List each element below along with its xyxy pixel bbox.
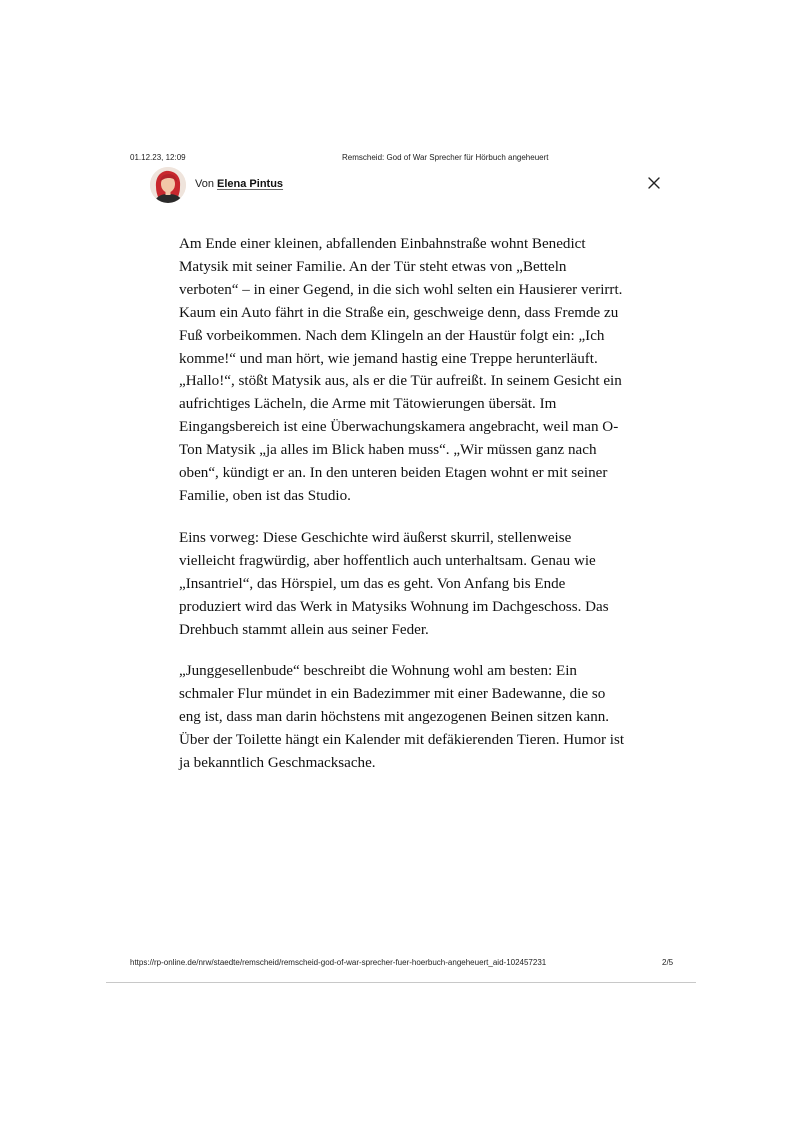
article-paragraph: „Junggesellenbude“ beschreibt die Wohnung wohl am besten: Ein schmaler Flur mündet in ein Badezimmer mit einer Badewanne, die so eng ist, dass man darin höchstens mit angezogenen Beinen sitzen kann. Über der Toilette hängt ein Kalender mit defäkierenden Tieren. Humor ist ja bekanntlich Geschmacksache. [179, 663, 625, 772]
close-icon [646, 175, 662, 191]
author-bar [150, 167, 662, 205]
byline-prefix: Von [195, 178, 214, 190]
article-paragraph: Eins vorweg: Diese Geschichte wird äußerst skurril, stellenweise vielleicht fragwürdig, aber hoffentlich auch unterhaltsam. Genau wie „Insantriel“, das Hörspiel, um das es geht. Von Anfang bis Ende produziert wird das Werk in Matysiks Wohnung im Dachgeschoss. Das Drehbuch stammt allein aus seiner Feder. [179, 529, 609, 638]
print-date: 01.12.23, 12:09 [130, 153, 186, 162]
author-name-link[interactable]: Elena Pintus [217, 178, 284, 190]
author-portrait-icon [150, 167, 186, 203]
article-paragraph: Am Ende einer kleinen, abfallenden Einbahnstraße wohnt Benedict Matysik mit seiner Familie. An der Tür steht etwas von „Betteln verboten“ – in einer Gegend, in die sich wohl selten ein Hausierer verirrt. Kaum ein Auto fährt in die Straße ein, geschweige denn, dass Fremde zu Fuß vorbeikommen. Nach dem Klingeln an der Haustür folgt ein: „Ich komme!“ und man hört, wie jemand hastig eine Treppe herunterläuft. „Hallo!“, stößt Matysik aus, als er die Tür aufreißt. In seinem Gesicht ein aufrichtiges Lächeln, die Arme mit Tätowierungen übersät. Im Eingangsbereich ist eine Überwachungskamera angebracht, weil man O-Ton Matysik „ja alles im Blick haben muss“. „Wir müssen ganz nach oben“, kündigt er an. In den unteren beiden Etagen wohnt er mit seiner Familie, oben ist das Studio. [179, 236, 623, 504]
article-body [179, 233, 629, 794]
author-avatar[interactable] [150, 167, 186, 203]
print-page-title: Remscheid: God of War Sprecher für Hörbuch angeheuert [342, 153, 549, 162]
page-number: 2/5 [662, 958, 674, 967]
close-button[interactable] [646, 175, 662, 191]
page-divider [106, 982, 696, 983]
print-url: https://rp-online.de/nrw/staedte/remscheid/remscheid-god-of-war-sprecher-fuer-hoerbuch-angeheuert_aid-102457231 [130, 958, 547, 967]
byline [195, 178, 283, 190]
